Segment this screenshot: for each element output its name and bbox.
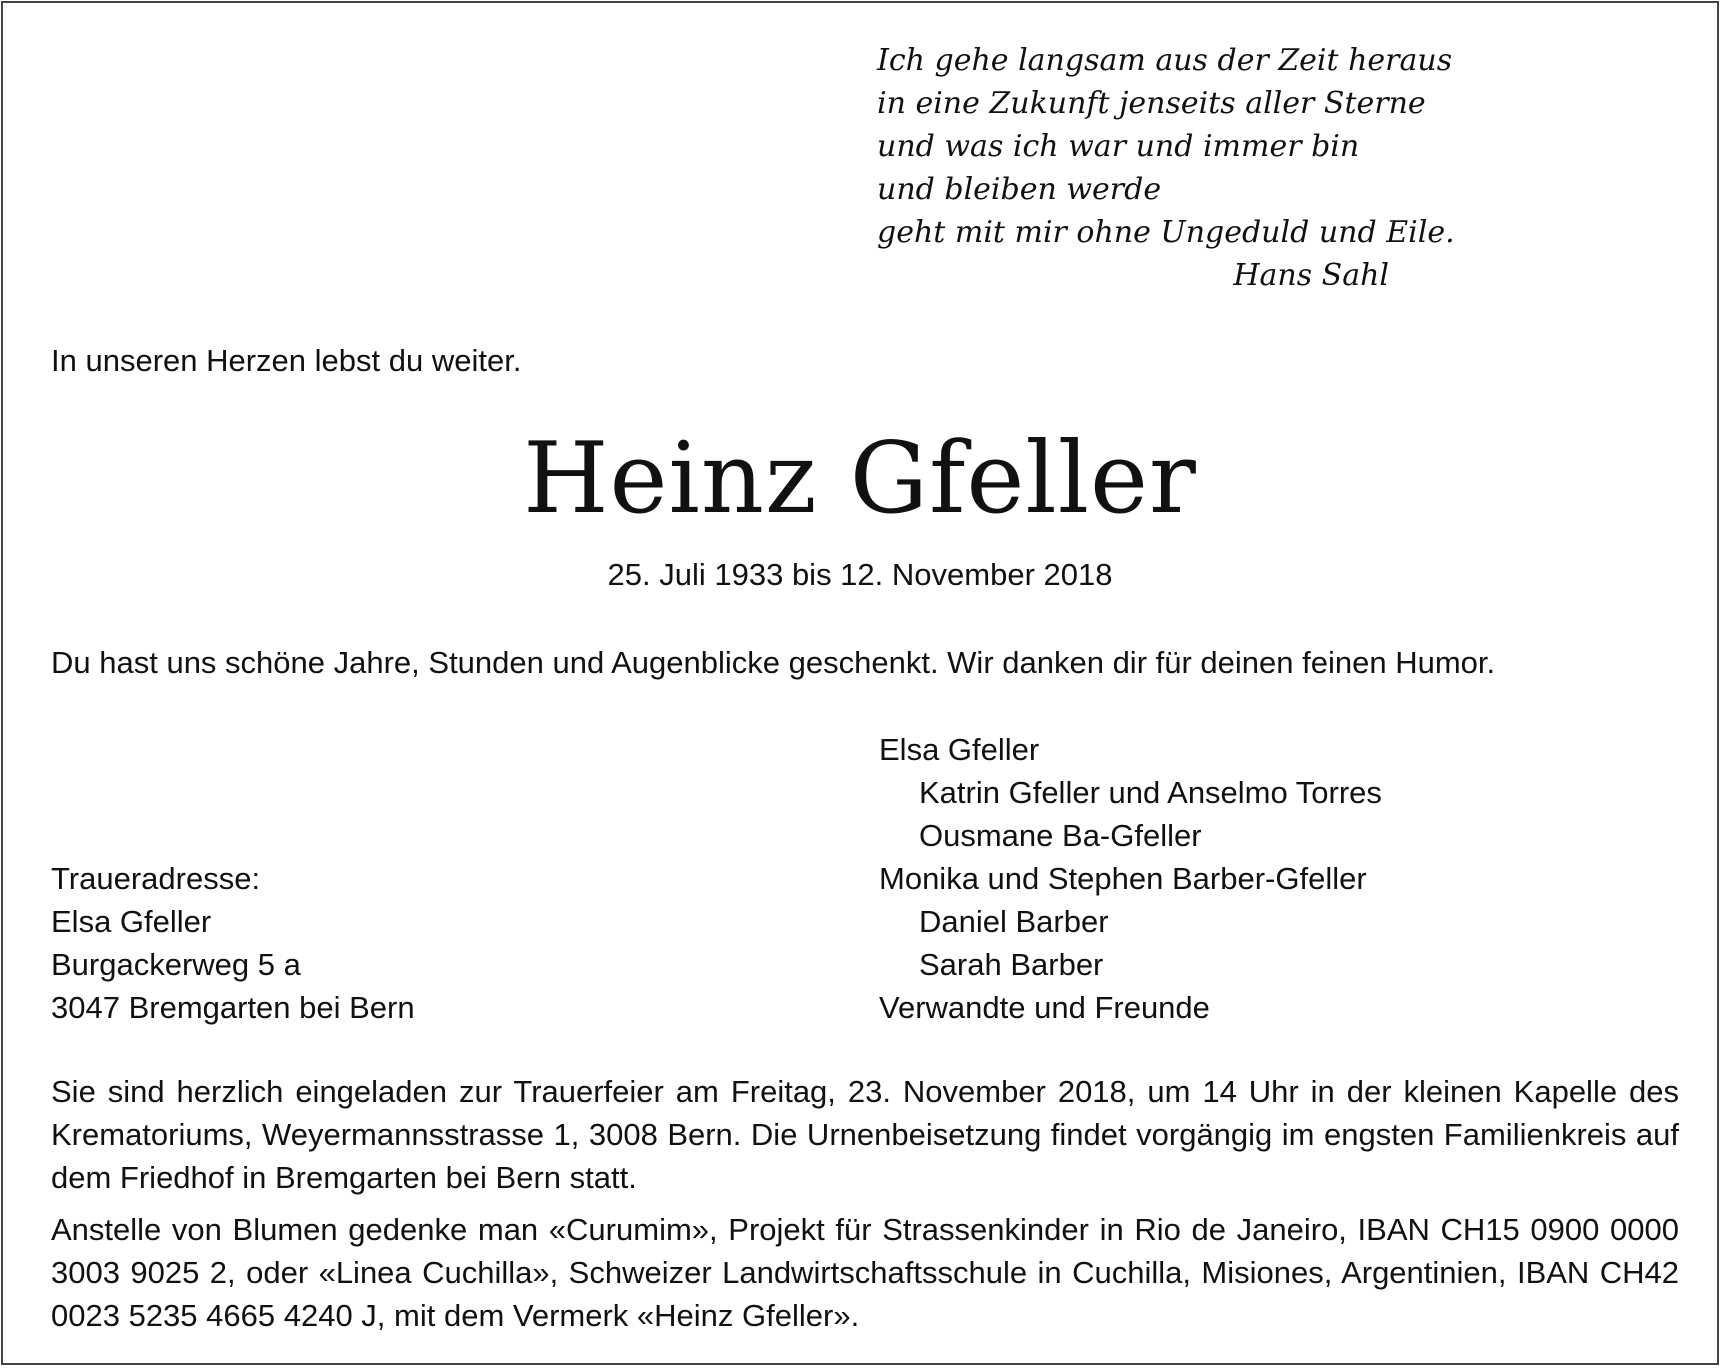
address-city: 3047 Bremgarten bei Bern [51, 990, 415, 1025]
mourner-name: Elsa Gfeller [879, 732, 1040, 767]
mourning-address [51, 857, 415, 1029]
address-label: Traueradresse: [51, 861, 261, 896]
poem-line: und was ich war und immer bin [877, 129, 1360, 164]
deceased-name: Heinz Gfeller [523, 422, 1197, 536]
poem-line: Ich gehe langsam aus der Zeit heraus [877, 43, 1453, 78]
mourner-name: Ousmane Ba-Gfeller [919, 818, 1202, 853]
poem-line: geht mit mir ohne Ungeduld und Eile. [877, 215, 1455, 250]
thanks-line: Du hast uns schöne Jahre, Stunden und Augenblicke geschenkt. Wir danken dir für deinen feinen Humor. [51, 645, 1496, 680]
poem-line: in eine Zukunft jenseits aller Sterne [877, 86, 1426, 121]
mourner-name: Verwandte und Freunde [879, 990, 1210, 1025]
mourner-name: Sarah Barber [919, 947, 1104, 982]
life-dates: 25. Juli 1933 bis 12. November 2018 [607, 557, 1113, 592]
address-street: Burgackerweg 5 a [51, 947, 301, 982]
address-name: Elsa Gfeller [51, 904, 212, 939]
donation-paragraph: Anstelle von Blumen gedenke man «Curumim», Projekt für Strassenkinder in Rio de Janeiro, IBAN CH15 0900 0000 3003 9025 2, oder «Linea Cuchilla», Schweizer Landwirtschaftsschule in Cuchilla, Misiones, Argentinien, IBAN CH42 0023 5235 4665 4240 J, mit dem Vermerk «Heinz Gfeller». [51, 1212, 1679, 1333]
mourner-name: Monika und Stephen Barber-Gfeller [879, 861, 1367, 896]
mourner-name: Daniel Barber [919, 904, 1109, 939]
poem-line: und bleiben werde [877, 172, 1162, 207]
obituary-notice [1, 1, 1719, 1365]
ceremony-paragraph: Sie sind herzlich eingeladen zur Trauerfeier am Freitag, 23. November 2018, um 14 Uhr in der kleinen Kapelle des Krematoriums, Weyermannsstrasse 1, 3008 Bern. Die Urnenbeisetzung findet vorgängig im engsten Familienkreis auf dem Friedhof in Bremgarten bei Bern statt. [51, 1074, 1679, 1195]
intro-line: In unseren Herzen lebst du weiter. [51, 343, 522, 378]
mourners-list [879, 728, 1382, 1029]
poem-author: Hans Sahl [1233, 258, 1389, 293]
poem-block [877, 39, 1455, 297]
mourner-name: Katrin Gfeller und Anselmo Torres [919, 775, 1382, 810]
